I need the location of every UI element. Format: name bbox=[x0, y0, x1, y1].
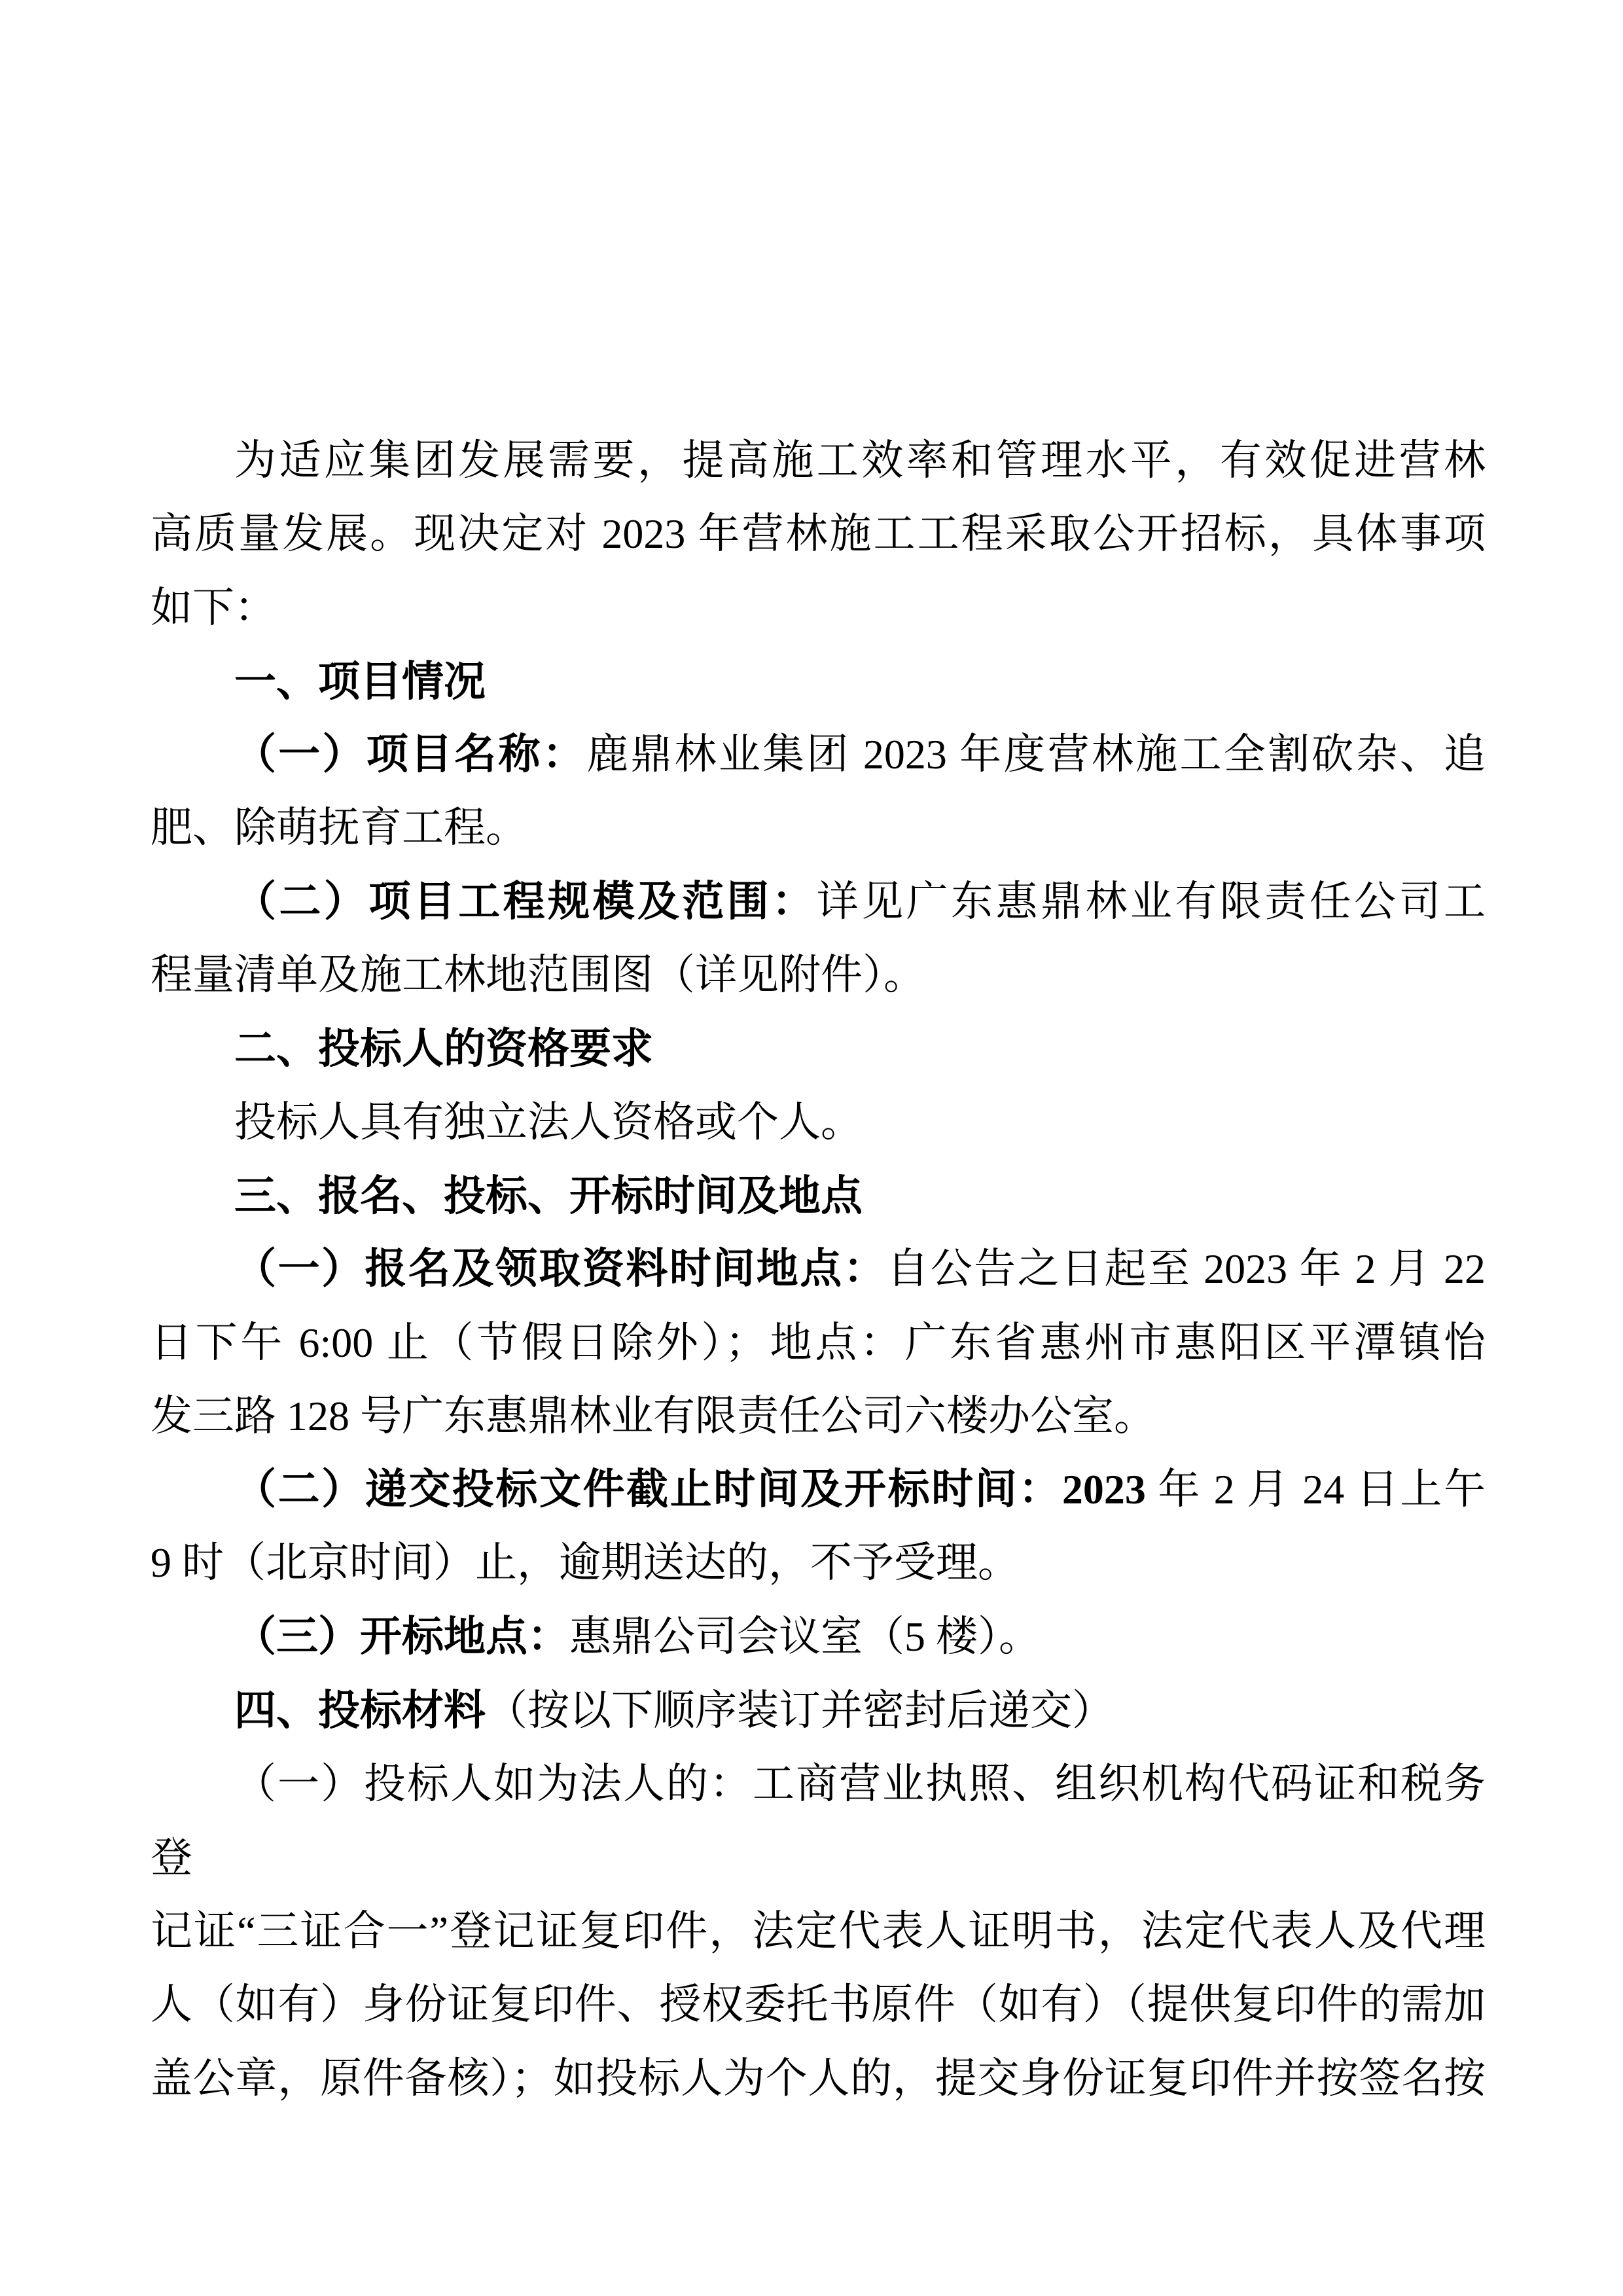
text-run: 为适应集团发展需要，提高施工效率和管理水平，有效促进营林 bbox=[234, 437, 1486, 484]
text-run: 自公告之日起至 2023 年 2 月 22 bbox=[887, 1246, 1486, 1293]
item-project-name-line bbox=[151, 718, 1486, 791]
item-project-scope-line bbox=[151, 865, 1486, 939]
document-body bbox=[151, 424, 1486, 2115]
item-opening-location-line bbox=[151, 1600, 1486, 1674]
text-run: 程量清单及施工林地范围图（详见附件）。 bbox=[151, 952, 925, 999]
text-run: 人（如有）身份证复印件、授权委托书原件（如有）（提供复印件的需加 bbox=[151, 1981, 1486, 2028]
bold-label-run: （二）项目工程规模及范围： bbox=[234, 878, 817, 925]
bold-label-run: （一）项目名称： bbox=[234, 731, 587, 778]
item-project-scope-line bbox=[151, 939, 1486, 1012]
text-run: 如下： bbox=[151, 584, 276, 631]
bold-label-run: （三）开标地点： bbox=[234, 1613, 569, 1660]
text-run: 详见广东惠鼎林业有限责任公司工 bbox=[816, 878, 1486, 925]
heading-run: 四、投标材料 bbox=[234, 1687, 486, 1734]
item-bid-materials-line bbox=[151, 1968, 1486, 2041]
section-heading-2 bbox=[151, 1012, 1486, 1085]
heading-run: 二、投标人的资格要求 bbox=[234, 1025, 653, 1073]
item-registration-line bbox=[151, 1232, 1486, 1306]
qualification-line bbox=[151, 1086, 1486, 1159]
text-run: （一）投标人如为法人的：工商营业执照、组织机构代码证和税务登 bbox=[151, 1761, 1486, 1881]
text-run: 记证“三证合一”登记证复印件，法定代表人证明书，法定代表人及代理 bbox=[151, 1907, 1486, 1954]
intro-paragraph-line bbox=[151, 424, 1486, 497]
section-heading-3 bbox=[151, 1159, 1486, 1232]
item-deadline-line bbox=[151, 1526, 1486, 1600]
intro-paragraph-line bbox=[151, 497, 1486, 571]
text-run: 惠鼎公司会议室（5 楼）。 bbox=[569, 1613, 1041, 1660]
item-bid-materials-line bbox=[151, 2042, 1486, 2115]
heading-run: 三、报名、投标、开标时间及地点 bbox=[234, 1172, 863, 1219]
text-run: 盖公章，原件备核）；如投标人为个人的，提交身份证复印件并按签名按 bbox=[151, 2054, 1486, 2102]
text-run: 日下午 6:00 止（节假日除外）；地点：广东省惠州市惠阳区平潭镇怡 bbox=[151, 1319, 1486, 1366]
item-registration-line bbox=[151, 1306, 1486, 1380]
text-run: 肥、除萌抚育工程。 bbox=[151, 804, 527, 852]
section-heading-1 bbox=[151, 645, 1486, 718]
item-registration-line bbox=[151, 1380, 1486, 1453]
heading-run: 一、项目情况 bbox=[234, 657, 486, 705]
text-run: 9 时（北京时间）止，逾期送达的，不予受理。 bbox=[151, 1539, 1020, 1587]
text-run: 年 2 月 24 日上午 bbox=[1145, 1466, 1486, 1513]
section-heading-4 bbox=[151, 1674, 1486, 1748]
item-deadline-line bbox=[151, 1453, 1486, 1526]
text-run: 投标人具有独立法人资格或个人。 bbox=[234, 1098, 863, 1145]
bold-label-run: （一）报名及领取资料时间地点： bbox=[234, 1246, 887, 1293]
text-run: 发三路 128 号广东惠鼎林业有限责任公司六楼办公室。 bbox=[151, 1392, 1156, 1439]
item-project-name-line bbox=[151, 791, 1486, 865]
intro-paragraph-line bbox=[151, 571, 1486, 645]
item-bid-materials-line bbox=[151, 1895, 1486, 1968]
bold-label-run: （二）递交投标文件截止时间及开标时间：2023 bbox=[234, 1466, 1146, 1513]
item-bid-materials-line bbox=[151, 1748, 1486, 1895]
text-run: （按以下顺序装订并密封后递交） bbox=[486, 1687, 1114, 1734]
text-run: 高质量发展。现决定对 2023 年营林施工工程采取公开招标，具体事项 bbox=[151, 511, 1486, 558]
text-run: 鹿鼎林业集团 2023 年度营林施工全割砍杂、追 bbox=[586, 731, 1486, 778]
